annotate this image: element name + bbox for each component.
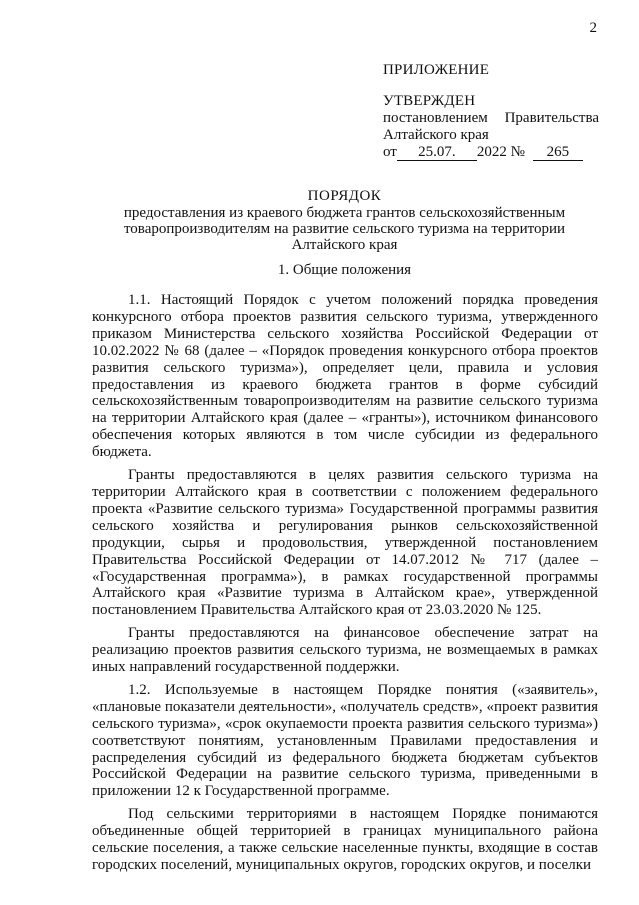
- decree-number: 265: [533, 145, 583, 161]
- region-name: Алтайского края: [383, 127, 489, 143]
- approved-by-word: постановлением: [383, 110, 488, 126]
- title-line-1: предоставления из краевого бюджета грантов сельскохозяйственным: [123, 205, 566, 221]
- section-heading: 1. Общие положения: [277, 262, 412, 278]
- paragraph: 1.1. Настоящий Порядок с учетом положений порядка проведения конкурсного отбора проектов развития сельского туризма, утвержденного приказом Министерства сельского хозяйства Российской Федерации от 10.02.2022 № 68 (далее – «Порядок проведения конкурсного отбора проектов развития сельского туризма»), определяет цели, правила и условия предоставления из краевого бюджета грантов в форме субсидий сельскохозяйственным товаропроизводителям на развитие сельского туризма на территории Алтайского края (далее – «гранты»), источником финансового обеспечения которых являются в том числе субсидии из федерального бюджета.: [92, 292, 598, 461]
- paragraph: Гранты предоставляются в целях развития сельского туризма на территории Алтайского края в соответствии с положением федерального проекта «Развитие сельского туризма» Государственной программы развития сельского хозяйства и регулирования рынков сельскохозяйственной продукции, сырья и продовольствия, утвержденной постановлением Правительства Российской Федерации от 14.07.2012 № 717 (далее – «Государственная программа»), в рамках государственной программы Алтайского края «Развитие туризма в Алтайском крае», утвержденной постановлением Правительства Алтайского края от 23.03.2020 № 125.: [92, 467, 598, 619]
- paragraph: Гранты предоставляются на финансовое обеспечение затрат на реализацию проектов развития сельского туризма, не возмещаемых в рамках иных направлений государственной поддержки.: [92, 625, 598, 676]
- document-title-block: [100, 188, 589, 253]
- approved-by-line: [383, 110, 599, 127]
- date-value: 25.07.: [397, 145, 477, 161]
- title-line-2: товаропроизводителям на развитие сельского туризма на территории: [123, 221, 566, 237]
- body-text: [92, 292, 598, 880]
- title-line-3: Алтайского края: [291, 237, 398, 253]
- approved-label: УТВЕРЖДЕН: [383, 93, 476, 109]
- year-label: 2022 №: [476, 144, 525, 160]
- document-title: ПОРЯДОК: [307, 188, 382, 204]
- from-label: от: [383, 144, 397, 160]
- paragraph: 1.2. Используемые в настоящем Порядке понятия («заявитель», «плановые показатели деятельности», «получатель средств», «проект развития сельского туризма», «срок окупаемости проекта развития сельского туризма») соответствуют понятиям, установленным Правилами предоставления и распределения субсидий из федерального бюджета бюджетам субъектов Российской Федерации на развитие сельского туризма, приведенными в приложении 12 к Государственной программе.: [92, 681, 598, 800]
- appendix-label: ПРИЛОЖЕНИЕ: [383, 62, 490, 78]
- page-number: 2: [589, 20, 597, 36]
- approved-by-body: Правительства: [504, 110, 599, 126]
- date-number-line: [383, 144, 599, 161]
- approval-block: [383, 62, 599, 161]
- paragraph: Под сельскими территориями в настоящем Порядке понимаются объединенные общей территорией в границах муниципального района сельские поселения, а также сельские населенные пункты, входящие в состав городских поселений, муниципальных округов, городских округов, и поселки: [92, 806, 598, 873]
